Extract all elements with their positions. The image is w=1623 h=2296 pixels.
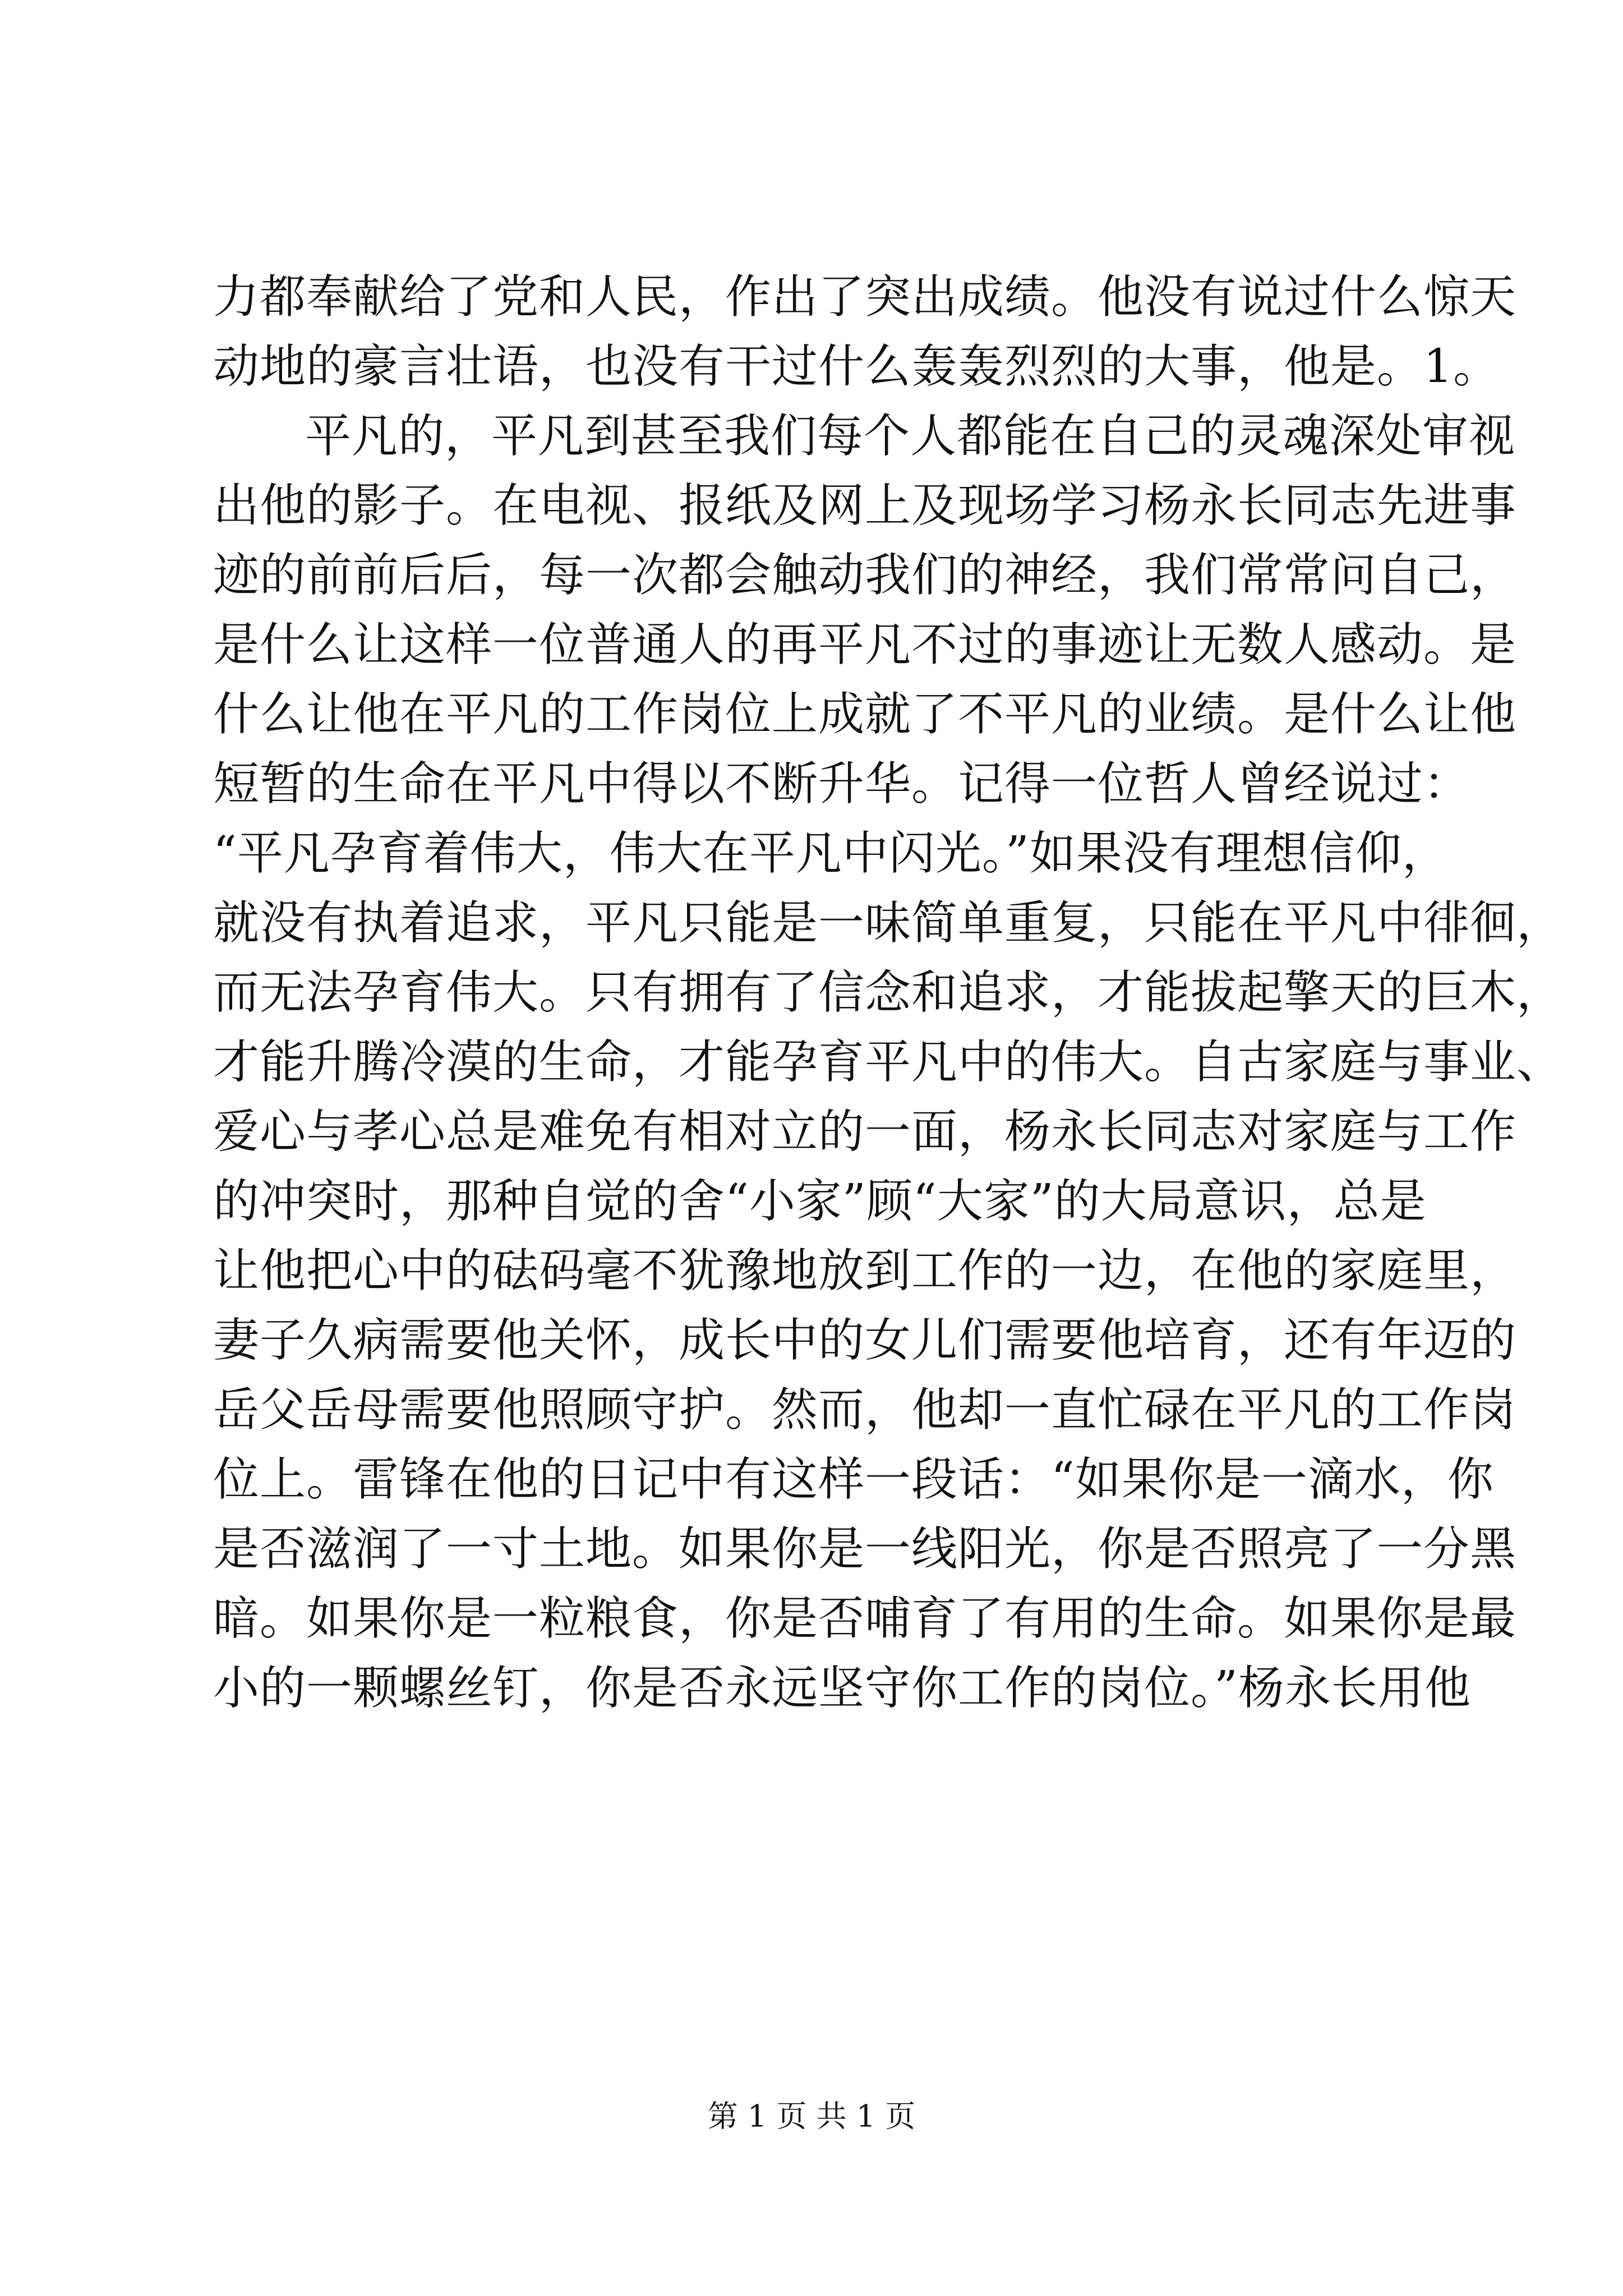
text-line-17: 岳父岳母需要他照顾守护。然而，他却一直忙碌在平凡的工作岗 [213,1383,1517,1437]
text-line-13: 爱心与孝心总是难免有相对立的一面，杨永长同志对家庭与工作 [213,1105,1517,1158]
text-line-16: 妻子久病需要他关怀，成长中的女儿们需要他培育，还有年迈的 [213,1314,1517,1367]
text-line-21: 小的一颗螺丝钉，你是否永远坚守你工作的岗位。”杨永长用他 [213,1662,1471,1715]
text-line-2: 动地的豪言壮语，也没有干过什么轰轰烈烈的大事，他是。1。 [213,340,1500,393]
text-line-1: 力都奉献给了党和人民，作出了突出成绩。他没有说过什么惊天 [213,270,1517,324]
text-line-3: 平凡的，平凡到甚至我们每个人都能在自己的灵魂深处审视 [305,409,1516,463]
page-number-label: 第 1 页 共 1 页 [707,2099,916,2134]
text-line-6: 是什么让这样一位普通人的再平凡不过的事迹让无数人感动。是 [213,618,1517,671]
page-footer [0,2097,1623,2136]
text-line-20: 暗。如果你是一粒粮食，你是否哺育了有用的生命。如果你是最 [213,1592,1517,1645]
text-line-4: 出他的影子。在电视、报纸及网上及现场学习杨永长同志先进事 [213,479,1517,532]
text-line-14: 的冲突时，那种自觉的舍“小家”顾“大家”的大局意识，总是 [213,1175,1427,1228]
text-line-8: 短暂的生命在平凡中得以不断升华。记得一位哲人曾经说过： [213,757,1470,811]
text-line-11: 而无法孕育伟大。只有拥有了信念和追求，才能拔起擎天的巨木， [213,966,1564,1019]
body-text [213,263,1564,1723]
text-line-7: 什么让他在平凡的工作岗位上成就了不平凡的业绩。是什么让他 [213,688,1517,741]
text-line-9: “平凡孕育着伟大，伟大在平凡中闪光。”如果没有理想信仰， [213,827,1449,880]
text-line-10: 就没有执着追求，平凡只能是一味简单重复，只能在平凡中徘徊， [213,896,1564,950]
text-line-15: 让他把心中的砝码毫不犹豫地放到工作的一边，在他的家庭里， [213,1244,1517,1297]
text-line-18: 位上。雷锋在他的日记中有这样一段话：“如果你是一滴水，你 [213,1453,1494,1506]
text-line-12: 才能升腾冷漠的生命，才能孕育平凡中的伟大。自古家庭与事业、 [213,1036,1564,1089]
text-line-19: 是否滋润了一寸土地。如果你是一线阳光，你是否照亮了一分黑 [213,1522,1517,1576]
text-line-5: 迹的前前后后，每一次都会触动我们的神经，我们常常问自己， [213,549,1517,602]
